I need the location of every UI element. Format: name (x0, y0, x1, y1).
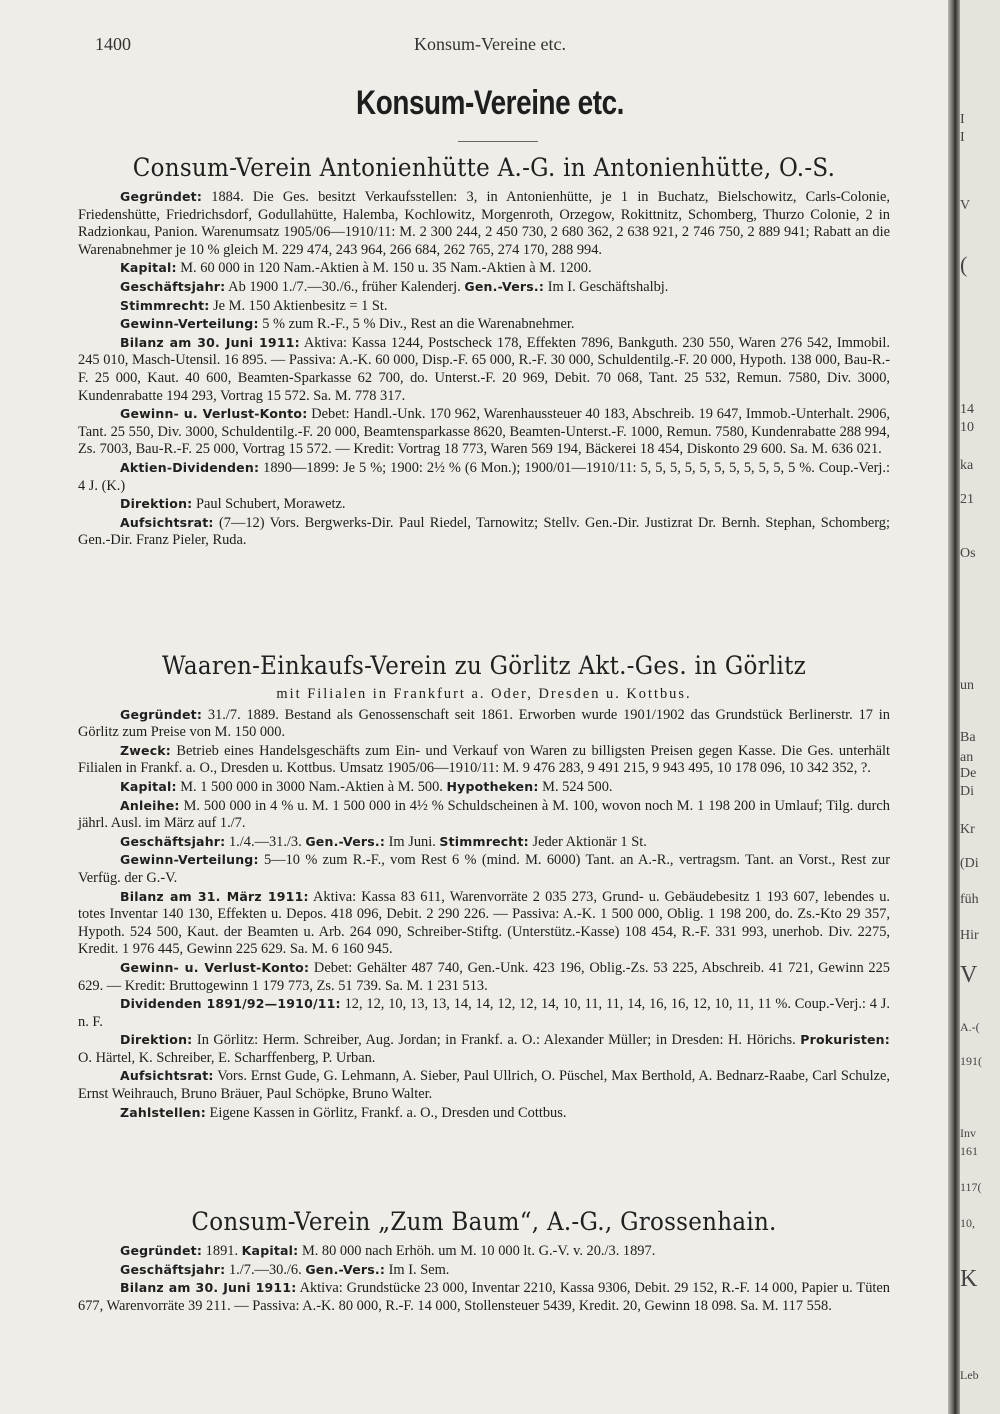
entry-dividends (78, 459, 890, 495)
entry-label: Gewinn-Verteilung: (120, 316, 259, 332)
entry-text: 1890—1899: Je 5 %; 1900: 2½ % (6 Mon.); 1900/01—1910/11: 5, 5, 5, 5, 5, 5, 5, 5, 5, 5, 5 %. Coup.-Verj.: 4 J. (K.) (78, 459, 890, 494)
entry-label: Gen.-Vers.: (305, 1261, 386, 1277)
entry-label: Gegründet: (120, 1243, 203, 1258)
entry-label: Gen.-Vers.: (464, 278, 545, 294)
fragment: Di (960, 784, 974, 799)
entry-fiscal-year (78, 278, 890, 297)
entry-label: Gewinn- u. Verlust-Konto: (120, 406, 308, 422)
entry-label: Aufsichtsrat: (120, 514, 214, 530)
entry-paying-agents (78, 1104, 890, 1123)
entry-text: Jeder Aktionär 1 St. (532, 833, 647, 850)
fragment: 191( (960, 1054, 982, 1068)
fragment: an (960, 750, 974, 765)
fragment: A.-( (960, 1020, 980, 1034)
company-entry-goerlitz (78, 650, 890, 1122)
fragment: 161 (960, 1144, 978, 1158)
entry-text: Betrieb eines Handelsgeschäfts zum Ein- und Verkauf von Waren zu billigsten Preisen gegen Kasse. Die Ges. unterhält Filialen in Frankf. a. O., Dresden u. Kottbus. Umsatz 1905/06—1910/11: M. 9 476 283, 9 491 215, 9 943 495, 10 178 096, 10 342 352, ?. (78, 742, 890, 777)
entry-balance (78, 1279, 890, 1315)
page-number: 1400 (95, 34, 131, 54)
entry-text: Aktiva: Kassa 1244, Postscheck 178, Effekten 7896, Bankguth. 230 550, Waren 276 542, Immobil. 245 010, Masch-Utensil. 16 895. — Passiva: A.-K. 60 000, Disp.-F. 65 000, R.-F. 30 000, Schuldentilg.-F. 20 000, Hypoth. 138 000, Bau-R.-F. 25 000, Kaut. 40 600, Beamten-Sparkasse 62 700, do. Unterst.-F. 20 969, Debit. 70 068, Tant. 25 532, Remun. 7580, Div. 3000, Kundenrabatte 194 293, Vortrag 15 572. Sa. M. 778 317. (78, 334, 890, 404)
entry-label: Aufsichtsrat: (120, 1068, 214, 1084)
entry-profit-distribution (78, 851, 890, 887)
entry-management (78, 1031, 890, 1067)
entry-text: Je M. 150 Aktienbesitz = 1 St. (213, 297, 388, 314)
entry-label: Stimmrecht: (120, 297, 210, 313)
entry-label: Anleihe: (120, 797, 180, 813)
fragment: Hir (960, 928, 979, 943)
entry-fiscal-year (78, 833, 890, 852)
entry-text: 5 % zum R.-F., 5 % Div., Rest an die Warenabnehmer. (262, 316, 575, 333)
entry-label: Gen.-Vers.: (305, 833, 386, 849)
entry-supervisory-board (78, 1067, 890, 1103)
entry-text: Ab 1900 1./7.—30./6., früher Kalenderj. (228, 278, 461, 295)
entry-label: Gegründet: (120, 189, 203, 204)
fragment: 21 (960, 492, 974, 507)
fragment: Os (960, 546, 976, 561)
fragment: 10 (960, 420, 974, 435)
entry-text: Paul Schubert, Morawetz. (195, 496, 346, 513)
fragment: 14 (960, 402, 974, 417)
fragment: Inv (960, 1126, 976, 1140)
entry-text: Im I. Geschäftshalbj. (547, 278, 669, 295)
entry-capital (78, 778, 890, 797)
fragment: V (960, 198, 971, 213)
fragment: ka (960, 458, 974, 473)
entry-label: Geschäftsjahr: (120, 833, 226, 849)
fragment: V (960, 962, 978, 988)
fragment: un (960, 678, 974, 693)
entry-text: 31./7. 1889. Bestand als Genossenschaft seit 1861. Erworben wurde 1901/1902 das Grundstück Berlinerstr. 17 in Görlitz zum Preise von M. 150 000. (78, 706, 890, 741)
entry-label: Direktion: (120, 1032, 193, 1048)
entry-text: Vors. Ernst Gude, G. Lehmann, A. Sieber, Paul Ullrich, O. Püschel, Max Berthold, A. Bednarz-Raabe, Carl Schulze, Ernst Weihrauch, Bruno Bräuer, Paul Schöpke, Bruno Walter. (78, 1068, 891, 1103)
entry-text: 12, 12, 10, 13, 13, 14, 14, 12, 12, 14, 10, 11, 11, 14, 16, 16, 12, 10, 11, 11 %. Coup.-Verj.: 4 J. n. F. (78, 996, 890, 1030)
entry-label: Aktien-Dividenden: (120, 459, 260, 475)
company-entry-grossenhain (78, 1206, 890, 1315)
fragment: Kr (960, 822, 975, 837)
company-name: Consum-Verein Antonienhütte A.-G. in Antonienhütte, O.-S. (132, 153, 836, 182)
running-title: Konsum-Vereine etc. (414, 34, 566, 54)
entry-label: Zahlstellen: (120, 1104, 206, 1120)
adjacent-page-edge (960, 0, 1000, 1414)
entry-text: 1884. Die Ges. besitzt Verkaufsstellen: 3, in Antonienhütte, je 1 in Buchatz, Bielschowitz, Carls-Colonie, Friedenshütte, Friedrichsdorf, Godullahütte, Halemba, Kochlowitz, Morgenroth, Orzegow, Rokittnitz, Schomberg, Thurzo Colonie, 2 in Radzionkau, Panion. Warenumsatz 1905/06—1910/11: M. 2 300 244, 2 450 730, 2 680 362, 2 638 921, 2 746 750, 2 889 941; Rabatt an die Warenabnehmer je 10 % gleich M. 229 474, 243 964, 266 684, 262 765, 274 170, 288 994. (78, 189, 890, 258)
entry-text: 1./4.—31./3. (228, 833, 302, 850)
entry-profit-loss (78, 405, 890, 459)
entry-label: Gewinn- u. Verlust-Konto: (120, 959, 310, 975)
entry-capital (78, 259, 890, 278)
entry-management (78, 495, 890, 514)
entry-text: M. 524 500. (542, 778, 613, 795)
company-name: Waaren-Einkaufs-Verein zu Görlitz Akt.-Ges. in Görlitz (161, 651, 807, 680)
entry-loan (78, 797, 890, 833)
entry-text: Im Juni. (388, 833, 436, 850)
entry-profit-loss (78, 959, 890, 995)
entry-label: Geschäftsjahr: (120, 1261, 226, 1277)
entry-founded (78, 188, 890, 259)
entry-text: O. Härtel, K. Schreiber, E. Scharffenberg, P. Urban. (78, 1049, 376, 1066)
fragment: De (960, 766, 977, 781)
company-entry-antonienhuette (78, 152, 890, 550)
fragment: füh (960, 892, 979, 907)
entry-label: Dividenden 1891/92—1910/11: (120, 996, 341, 1012)
fragment: (Di (960, 856, 979, 871)
entry-text: M. 1 500 000 in 3000 Nam.-Aktien à M. 500. (180, 778, 443, 795)
entry-label: Bilanz am 31. März 1911: (120, 888, 309, 904)
fragment: ( (960, 252, 968, 277)
entry-label: Kapital: (120, 778, 177, 794)
fragment: K (960, 1266, 978, 1292)
entry-label: Bilanz am 30. Juni 1911: (120, 1280, 297, 1296)
entry-label: Gewinn-Verteilung: (120, 852, 259, 868)
entry-text: M. 60 000 in 120 Nam.-Aktien à M. 150 u. 35 Nam.-Aktien à M. 1200. (180, 260, 592, 277)
entry-text: Im I. Sem. (388, 1261, 450, 1278)
entry-text: Aktiva: Grundstücke 23 000, Inventar 2210, Kassa 9306, Debit. 29 152, R.-F. 14 000, Papier u. Tüten 677, Warenvorräte 39 211. — Passiva: A.-K. 80 000, R.-F. 14 000, Stollensteuer 5439, Kredit. 20, Gewinn 18 098. Sa. M. 117 558. (78, 1280, 890, 1314)
entry-text: 1./7.—30./6. (228, 1261, 302, 1278)
entry-label: Stimmrecht: (439, 833, 529, 849)
entry-text: M. 500 000 in 4 % u. M. 1 500 000 in 4½ % Schuldscheinen à M. 100, wovon noch M. 1 198 200 in Umlauf; Tilg. durch jährl. Ausl. im März auf 1./7. (78, 797, 890, 832)
fragment: 10, (960, 1216, 975, 1230)
fragment: Ba (960, 730, 976, 745)
entry-label: Geschäftsjahr: (120, 278, 226, 294)
fragment: I (960, 130, 965, 145)
entry-text: 5—10 % zum R.-F., vom Rest 6 % (mind. M. 6000) Tant. an A.-R., vertragsm. Tant. an Vorst., Rest zur Verfüg. der G.-V. (78, 852, 890, 886)
entry-label: Bilanz am 30. Juni 1911: (120, 334, 300, 350)
entry-text: In Görlitz: Herm. Schreiber, Aug. Jordan; in Frankf. a. O.: Alexander Müller; in Dresden: H. Hörichs. (196, 1032, 796, 1049)
entry-supervisory-board (78, 514, 890, 550)
entry-balance (78, 888, 890, 959)
fragment: Leb (960, 1368, 979, 1382)
entry-label: Direktion: (120, 496, 193, 512)
entry-dividends (78, 995, 890, 1031)
entry-founded (78, 1242, 890, 1261)
fragment: 117( (960, 1180, 982, 1194)
entry-profit-distribution (78, 315, 890, 334)
entry-text: M. 80 000 nach Erhöh. um M. 10 000 lt. G.-V. v. 20./3. 1897. (301, 1243, 656, 1259)
entry-label: Zweck: (120, 742, 172, 758)
entry-founded (78, 706, 890, 742)
company-name: Consum-Verein „Zum Baum“, A.-G., Grossenhain. (191, 1207, 777, 1236)
fragment: I (960, 112, 965, 127)
section-title: Konsum-Vereine etc. (355, 84, 625, 122)
title-rule (458, 141, 538, 142)
entry-text: Eigene Kassen in Görlitz, Frankf. a. O., Dresden und Cottbus. (209, 1104, 567, 1121)
entry-text: Debet: Gehälter 487 740, Gen.-Unk. 423 196, Oblig.-Zs. 53 225, Abschreib. 41 721, Gewinn 225 629. — Kredit: Bruttogewinn 1 179 773, Zs. 51 739. Sa. M. 1 231 513. (78, 959, 891, 994)
entry-purpose (78, 742, 890, 778)
entry-text: (7—12) Vors. Bergwerks-Dir. Paul Riedel, Tarnowitz; Stellv. Gen.-Dir. Justizrat Dr. Bernh. Stephan, Schomberg; Gen.-Dir. Franz Pieler, Ruda. (78, 514, 890, 549)
entry-fiscal-year (78, 1261, 890, 1280)
book-gutter (948, 0, 960, 1414)
entry-text: 1891. (205, 1243, 239, 1259)
entry-label: Kapital: (120, 260, 177, 276)
page-header (95, 34, 885, 60)
company-subtitle: mit Filialen in Frankfurt a. Oder, Dresden u. Kottbus. (276, 686, 692, 702)
entry-text: Debet: Handl.-Unk. 170 962, Warenhaussteuer 40 183, Abschreib. 19 647, Immob.-Unterhalt. 2906, Tant. 25 550, Div. 3000, Schuldentilg.-F. 20 000, Beamtensparkasse 8620, Beamten-Unterst.-F. 1000, Remun. 7580, Kundenrabatte 288 994, Zs. 7003, Bau-R.-F. 25 000, Vortrag 15 572. — Kredit: Vortrag 18 773, Waren 569 194, Bäckerei 18 454, Diskonto 29 600. Sa. M. 636 021. (78, 406, 891, 458)
entry-label: Prokuristen: (800, 1032, 890, 1048)
entry-voting (78, 297, 890, 316)
entry-label: Gegründet: (120, 706, 203, 722)
entry-label: Kapital: (241, 1243, 299, 1258)
entry-label: Hypotheken: (446, 778, 539, 794)
entry-text: Aktiva: Kassa 83 611, Warenvorräte 2 035 273, Grund- u. Gebäudebesitz 1 193 607, lebendes u. totes Inventar 140 130, Effekten u. Depos. 418 096, Debit. 2 290 226. — Passiva: A.-K. 1 500 000, Oblig. 1 198 200, do. Zs.-Kto 29 357, Hypoth. 524 500, Kaut. der Beamten u. Arb. 264 090, Schreiber-Stiftg. (Unterstütz.-Kasse) 108 454, R.-F. 331 993, unerhob. Div. 2275, Kredit. 1 976 445, Gewinn 225 629. Sa. M. 6 160 945. (78, 888, 890, 958)
entry-balance (78, 334, 890, 405)
